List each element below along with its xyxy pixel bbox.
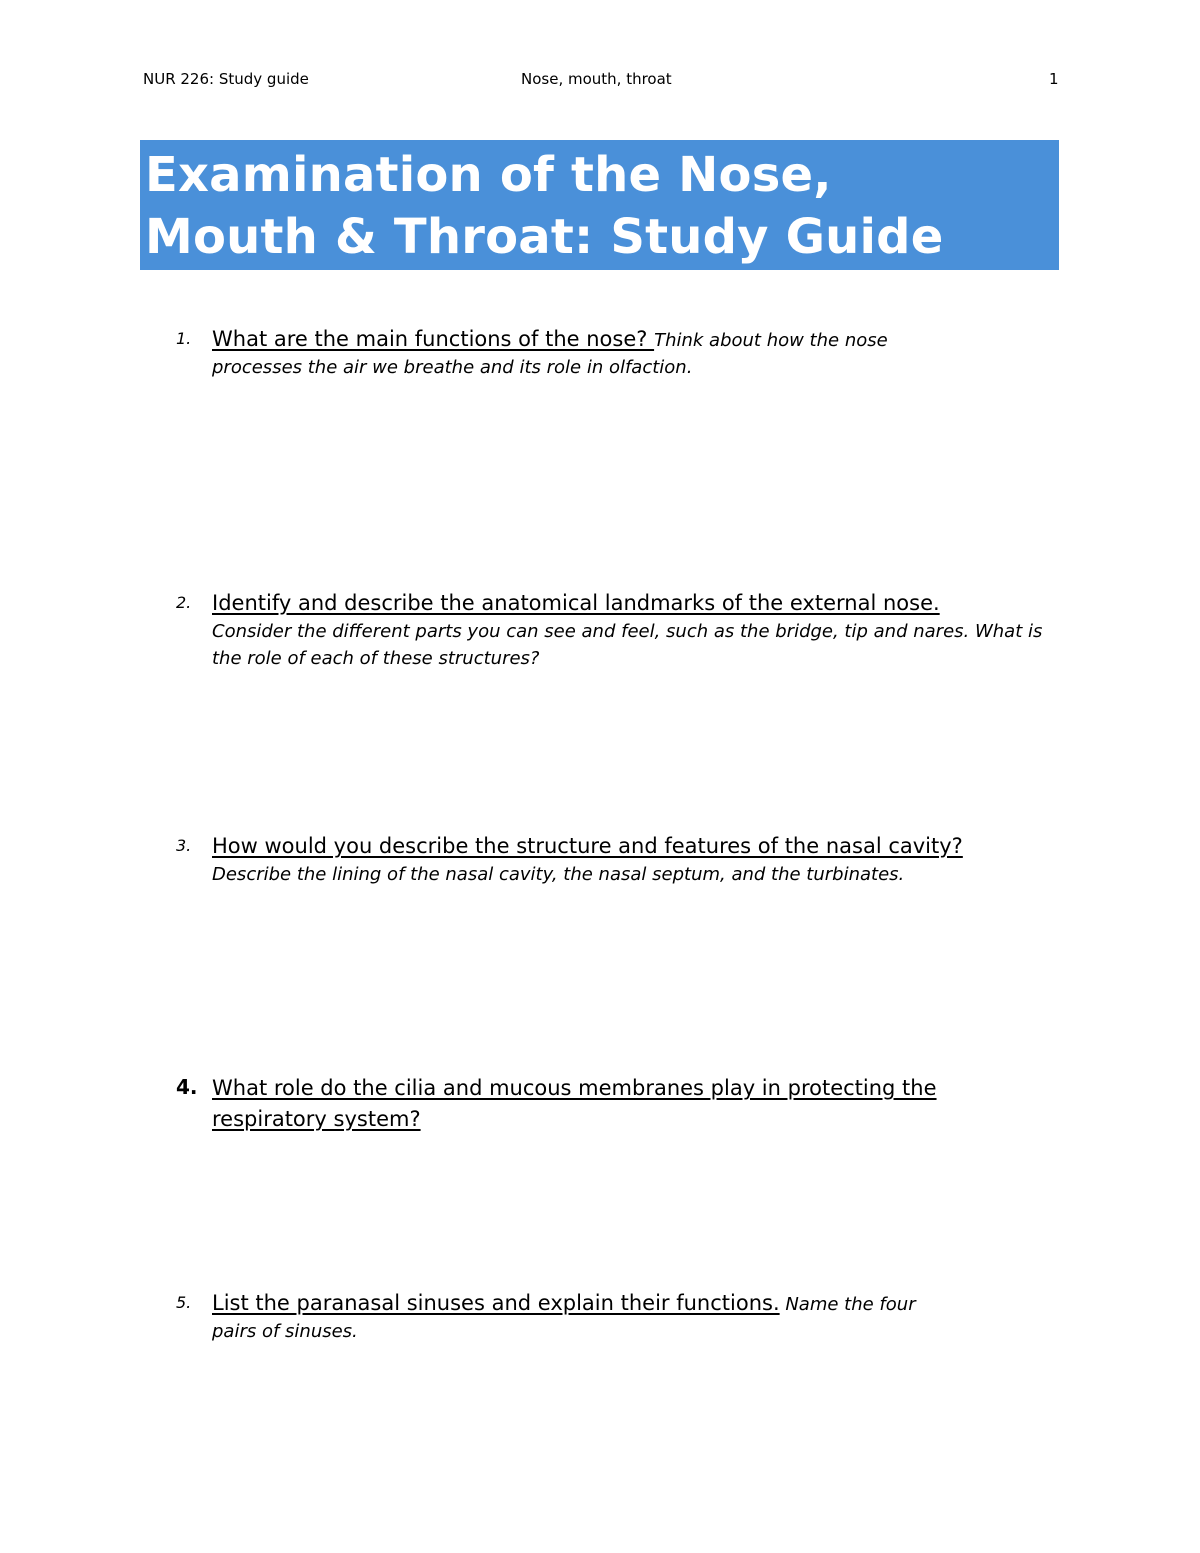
question-title: How would you describe the structure and features of the nasal cavity? bbox=[212, 834, 963, 858]
question-number: 4. bbox=[176, 1075, 198, 1099]
question-4 bbox=[176, 1073, 1076, 1135]
question-hint: pairs of sinuses. bbox=[212, 1321, 358, 1342]
question-number: 2. bbox=[176, 593, 192, 612]
question-hint: Consider the different parts you can see and feel, such as the bridge, tip and nares. What is the role of each of these structures? bbox=[212, 621, 1043, 669]
question-3 bbox=[176, 832, 1076, 888]
title-line-2: Mouth & Throat: Study Guide bbox=[145, 209, 944, 265]
question-5 bbox=[176, 1289, 1076, 1345]
question-title: What role do the cilia and mucous membranes play in protecting the respiratory system? bbox=[212, 1076, 937, 1131]
question-hint: processes the air we breathe and its role in olfaction. bbox=[212, 357, 693, 378]
question-number: 3. bbox=[176, 836, 192, 855]
question-number: 1. bbox=[176, 329, 192, 348]
question-1 bbox=[176, 325, 1076, 381]
question-2 bbox=[176, 589, 1076, 672]
header-course-label: NUR 226: Study guide bbox=[143, 70, 309, 88]
question-title: List the paranasal sinuses and explain their functions. bbox=[212, 1291, 780, 1315]
question-title: What are the main functions of the nose? bbox=[212, 327, 655, 351]
question-title: Identify and describe the anatomical landmarks of the external nose. bbox=[212, 591, 940, 615]
title-line-1: Examination of the Nose, bbox=[145, 147, 832, 203]
question-hint: Describe the lining of the nasal cavity, the nasal septum, and the turbinates. bbox=[212, 864, 905, 885]
question-hint-inline: Name the four bbox=[779, 1294, 916, 1315]
header-topic-label: Nose, mouth, throat bbox=[521, 70, 672, 88]
question-number: 5. bbox=[176, 1293, 192, 1312]
title-banner bbox=[140, 140, 1059, 270]
question-hint-inline: Think about how the nose bbox=[654, 330, 888, 351]
page-number: 1 bbox=[1049, 70, 1059, 88]
